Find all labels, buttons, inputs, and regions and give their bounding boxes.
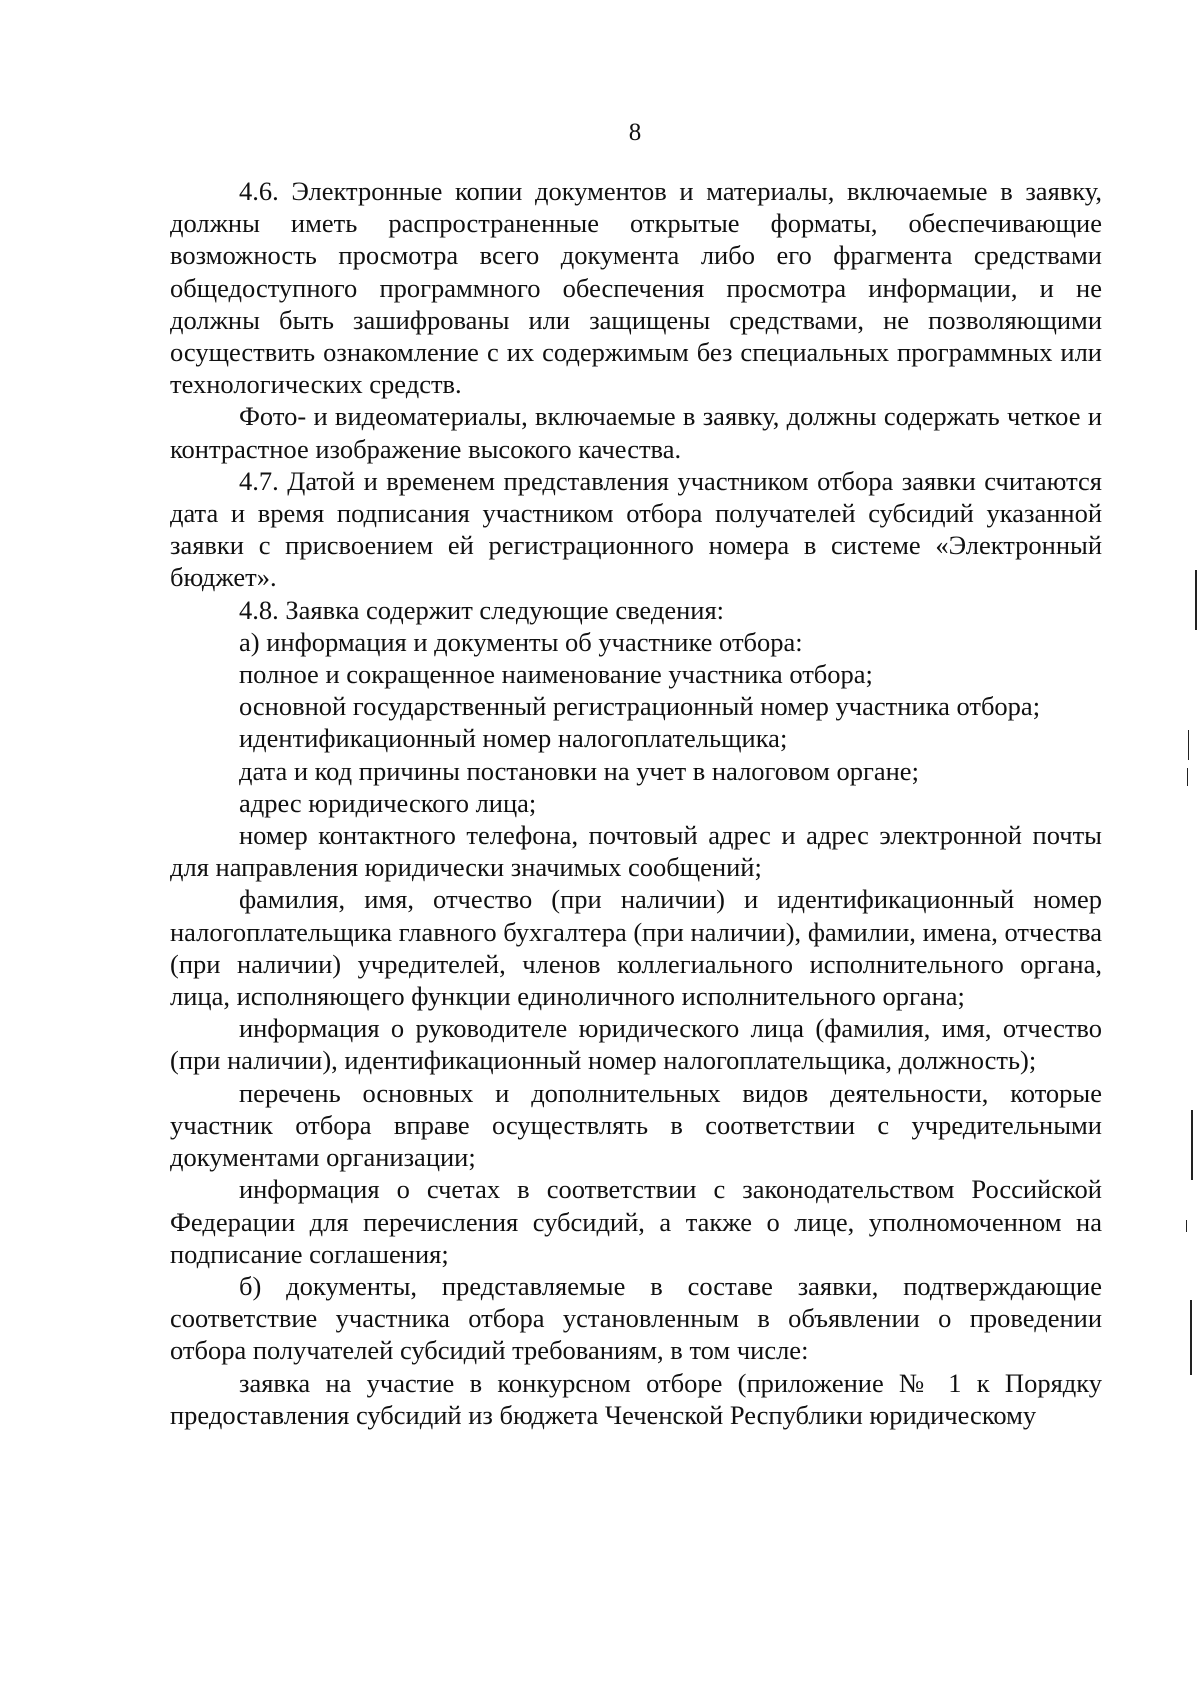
list-item-a: а) информация и документы об участнике отбора: xyxy=(239,626,803,657)
list-item-kpp: дата и код причины постановки на учет в налоговом органе; xyxy=(239,755,919,786)
scan-artifact xyxy=(1190,1300,1192,1375)
scan-artifact xyxy=(1188,730,1189,760)
page-number: 8 xyxy=(628,119,642,146)
scan-artifact xyxy=(1195,570,1197,630)
paragraph-4-7: 4.7. Датой и временем представления участником отбора заявки считаются дата и время подписания участником отбора получателей субсидий указанной заявки с присвоением ей регистрационного номера в системе «Электронный бюджет». xyxy=(170,465,1102,593)
list-item-b: б) документы, представляемые в составе заявки, подтверждающие соответствие участника отбора установленным в объявлении о проведении отбора получателей субсидий требованиям, в том числе: xyxy=(170,1270,1102,1366)
list-item-activities: перечень основных и дополнительных видов деятельности, которые участник отбора вправе осуществлять в соответствии с учредительными документами организации; xyxy=(170,1077,1102,1173)
list-item-name: полное и сокращенное наименование участника отбора; xyxy=(239,659,873,690)
list-item-address: адрес юридического лица; xyxy=(239,787,537,818)
list-item-founders: фамилия, имя, отчество (при наличии) и идентификационный номер налогоплательщика главного бухгалтера (при наличии), фамилии, имена, отчества (при наличии) учредителей, членов коллегиального исполнительного органа, лица, исполняющего функции единоличного исполнительного органа; xyxy=(170,884,1102,1012)
list-item-application: заявка на участие в конкурсном отборе (приложение № 1 к Порядку предоставления субсидий из бюджета Чеченской Республики юридическому xyxy=(170,1367,1102,1430)
list-item-ogrn: основной государственный регистрационный номер участника отбора; xyxy=(239,691,1041,722)
scan-artifact xyxy=(1187,768,1188,786)
paragraph-4-6: 4.6. Электронные копии документов и материалы, включаемые в заявку, должны иметь распространенные открытые форматы, обеспечивающие возможность просмотра всего документа либо его фрагмента средствами общедоступного программного обеспечения просмотра информации, и не должны быть зашифрованы или защищены средствами, не позволяющими осуществить ознакомление с их содержимым без специальных программных или технологических средств. xyxy=(170,176,1102,400)
list-item-inn: идентификационный номер налогоплательщика; xyxy=(239,723,788,754)
scan-artifact xyxy=(1191,1110,1193,1180)
list-item-head: информация о руководителе юридического лица (фамилия, имя, отчество (при наличии), идентификационный номер налогоплательщика, должность); xyxy=(170,1013,1102,1076)
scan-artifact xyxy=(1186,1220,1187,1232)
paragraph-4-8: 4.8. Заявка содержит следующие сведения: xyxy=(239,594,725,625)
document-body xyxy=(170,175,1102,1431)
list-item-contacts: номер контактного телефона, почтовый адрес и адрес электронной почты для направления юридически значимых сообщений; xyxy=(170,820,1102,883)
list-item-accounts: информация о счетах в соответствии с законодательством Российской Федерации для перечисления субсидий, а также о лице, уполномоченном на подписание соглашения; xyxy=(170,1174,1102,1269)
paragraph-photo-video: Фото- и видеоматериалы, включаемые в заявку, должны содержать четкое и контрастное изображение высокого качества. xyxy=(170,401,1102,464)
